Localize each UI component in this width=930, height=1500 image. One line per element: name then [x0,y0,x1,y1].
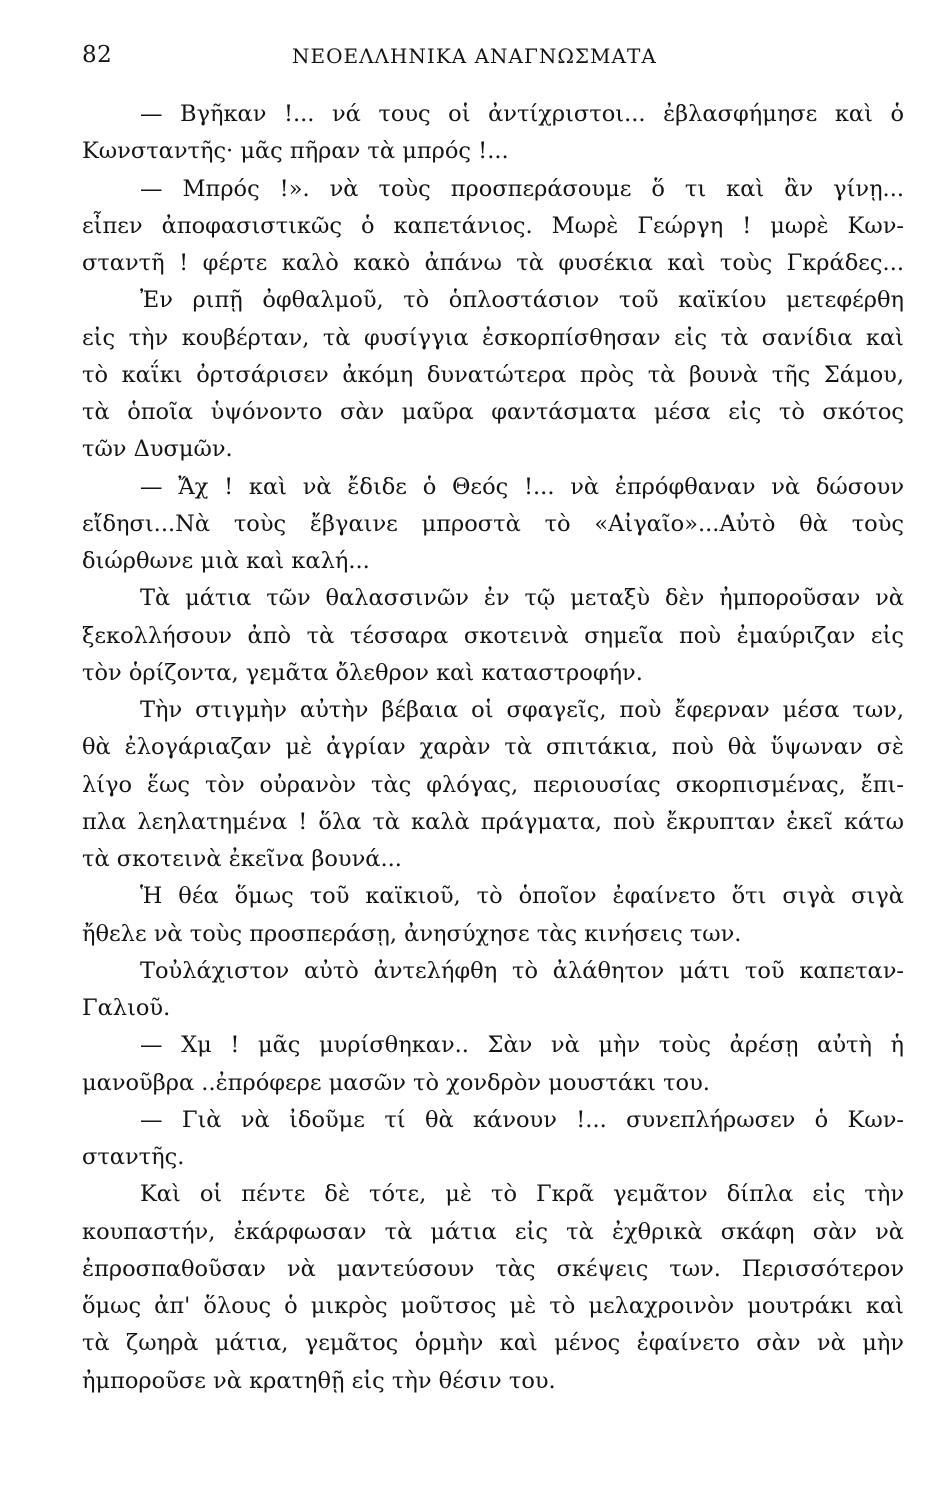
text-line: λίγο ἕως τὸν οὐρανὸν τὰς φλόγας, περιουσίας σκορπισμένας, ἔπι- [82,771,904,798]
text-line: ὅμως ἀπ' ὅλους ὁ μικρὸς μοῦτσος μὲ τὸ μελαχροινὸν μουτράκι καὶ [82,1293,904,1319]
text-line: — Χμ ! μᾶς μυρίσθηκαν.. Σὰν νὰ μὴν τοὺς ἀρέσῃ αὐτὴ ἡ [140,1032,904,1059]
text-line: ἤθελε νὰ τοὺς προσπεράσῃ, ἀνησύχησε τὰς κινήσεις των. [82,920,742,947]
text-line: κουπαστήν, ἐκάρφωσαν τὰ μάτια εἰς τὰ ἐχθρικὰ σκάφη σὰν νὰ [82,1218,904,1245]
text-line: ἠμποροῦσε νὰ κρατηθῇ εἰς τὴν θέσιν του. [82,1367,556,1394]
text-line: τῶν Δυσμῶν. [82,436,233,463]
text-line: εἰς τὴν κουβέρταν, τὰ φυσίγγια ἐσκορπίσθησαν εἰς τὰ σανίδια καὶ [82,324,904,351]
text-line: τὰ ὁποῖα ὑψόνοντο σὰν μαῦρα φαντάσματα μέσα εἰς τὸ σκότος [82,399,904,425]
text-line: ἐπροσπαθοῦσαν νὰ μαντεύσουν τὰς σκέψεις των. Περισσότερον [82,1255,904,1282]
text-line: — Γιὰ νὰ ἰδοῦμε τί θὰ κάνουν !... συνεπλήρωσεν ὁ Κων- [140,1106,904,1133]
text-line: τὸ καΐκι ὀρτσάρισεν ἀκόμη δυνατώτερα πρὸς τὰ βουνὰ τῆς Σάμου, [82,361,904,388]
text-line: διώρθωνε μιὰ καὶ καλή... [82,548,370,574]
text-line: θὰ ἐλογάριαζαν μὲ ἀγρίαν χαρὰν τὰ σπιτάκια, ποὺ θὰ ὕψωναν σὲ [82,734,904,761]
text-line: σταντῆ ! φέρτε καλὸ κακὸ ἀπάνω τὰ φυσέκια καὶ τοὺς Γκράδες... [82,250,904,276]
text-line: — Μπρός !». νὰ τοὺς προσπεράσουμε ὅ τι καὶ ἂν γίνῃ... [140,175,904,202]
text-line: εἶπεν ἀποφασιστικῶς ὁ καπετάνιος. Μωρὲ Γεώργη ! μωρὲ Κων- [82,212,904,239]
text-line: Τὴν στιγμὴν αὐτὴν βέβαια οἱ σφαγεῖς, ποὺ ἔφερναν μέσα των, [140,697,904,723]
text-line: τὸν ὁρίζοντα, γεμᾶτα ὄλεθρον καὶ καταστροφήν. [82,659,643,686]
text-line: Τοὐλάχιστον αὐτὸ ἀντελήφθη τὸ ἀλάθητον μάτι τοῦ καπεταν- [140,957,904,984]
text-line: — Ἄχ ! καὶ νὰ ἔδιδε ὁ Θεός !... νὰ ἐπρόφθαναν νὰ δώσουν [140,473,904,500]
text-line: ξεκολλήσουν ἀπὸ τὰ τέσσαρα σκοτεινὰ σημεῖα ποὺ ἐμαύριζαν εἰς [82,622,904,649]
text-line: Ἐν ριπῇ ὀφθαλμοῦ, τὸ ὁπλοστάσιον τοῦ καϊκίου μετεφέρθη [140,287,904,314]
text-line: σταντῆς. [82,1144,185,1170]
text-line: Γαλιοῦ. [82,995,171,1021]
text-line: — Βγῆκαν !... νά τους οἱ ἀντίχριστοι... ἐβλασφήμησε καὶ ὁ [140,101,904,127]
text-line: τὰ σκοτεινὰ ἐκεῖνα βουνά... [82,846,402,872]
text-line: Καὶ οἱ πέντε δὲ τότε, μὲ τὸ Γκρᾶ γεμᾶτον δίπλα εἰς τὴν [140,1181,904,1208]
text-line: εἴδησι...Νὰ τοὺς ἔβγαινε μπροστὰ τὸ «Αἰγαῖο»...Αὐτὸ θὰ τοὺς [82,510,904,537]
text-line: τὰ ζωηρὰ μάτια, γεμᾶτος ὁρμὴν καὶ μένος ἐφαίνετο σὰν νὰ μὴν [82,1330,904,1357]
running-title: ΝΕΟΕΛΛΗΝΙΚΑ ΑΝΑΓΝΩΣΜΑΤΑ [292,44,657,68]
page-header [82,42,902,76]
page-number: 82 [82,42,113,68]
text-line: Ἡ θέα ὅμως τοῦ καϊκιοῦ, τὸ ὁποῖον ἐφαίνετο ὅτι σιγὰ σιγὰ [140,883,904,910]
text-line: Κωνσταντῆς· μᾶς πῆραν τὰ μπρός !... [82,138,509,165]
text-line: πλα λεηλατημένα ! ὅλα τὰ καλὰ πράγματα, ποὺ ἔκρυπταν ἐκεῖ κάτω [82,808,904,835]
body-text [82,96,904,1400]
text-line: μανοῦβρα ..ἐπρόφερε μασῶν τὸ χονδρὸν μουστάκι του. [82,1069,710,1096]
text-line: Τὰ μάτια τῶν θαλασσινῶν ἐν τῷ μεταξὺ δὲν ἠμποροῦσαν νὰ [140,585,904,612]
